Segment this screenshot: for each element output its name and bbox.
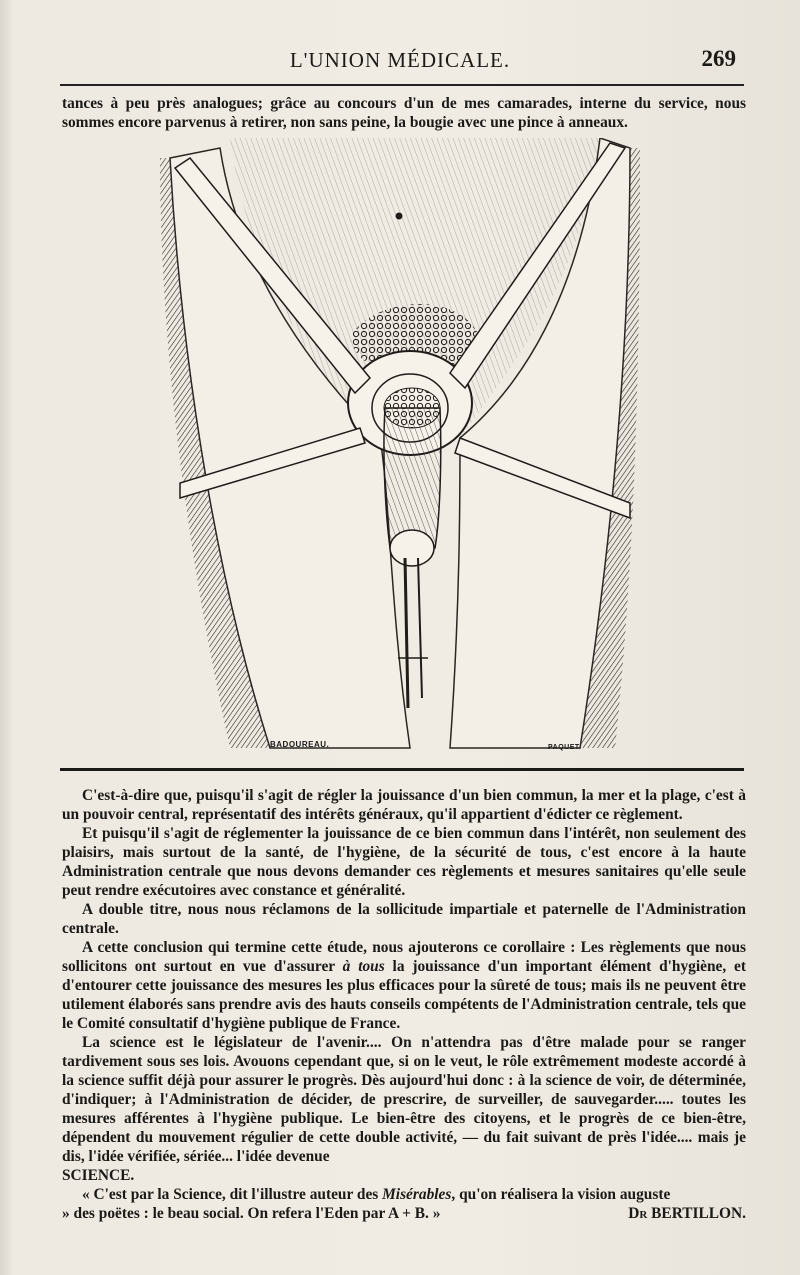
intro-text: tances à peu près analogues; grâce au concours d'un de mes camarades, interne du service, nous sommes encore parvenus à retirer, non sans peine, la bougie avec une pince à anneaux. (62, 95, 746, 131)
intro-paragraph (62, 94, 746, 132)
engraver-credit-left: BADOUREAU. (270, 740, 330, 749)
quote-title: Misérables (382, 1186, 452, 1203)
quote-part2: , qu'on réalisera la vision auguste (451, 1186, 671, 1203)
page-number: 269 (701, 46, 736, 71)
sheath (384, 408, 441, 548)
paragraph-2: Et puisqu'il s'agit de réglementer la jouissance de ce bien commun dans l'intérêt, non seulement des plaisirs, mais surtout de la santé, de l'hygiène, de la sécurité de tous, c'est encore à la haute Administration centrale que nous devons demander ces règlements et mesures sanitaires qu'elle seule peut rendre exécutoires avec constance et généralité. (62, 825, 746, 899)
main-body (62, 786, 746, 1223)
quote-line2: » des poëtes : le beau social. On refera l'Eden par A + B. » (62, 1205, 441, 1222)
paragraph-3: A double titre, nous nous réclamons de la sollicitude impartiale et paternelle de l'Administration centrale. (62, 901, 746, 937)
sheath-bulb (390, 530, 434, 566)
engraver-credit-right: PAQUET. (548, 744, 582, 751)
sheath-top (384, 388, 440, 428)
rod-right (418, 558, 422, 698)
quote-signature-line (62, 1204, 746, 1223)
figure-rule (60, 768, 744, 771)
journal-title: L'UNION MÉDICALE. (289, 48, 511, 72)
conclusion-emphasis: à tous (342, 958, 385, 975)
science-word: SCIENCE. (62, 1167, 135, 1184)
paragraph-quote (62, 1185, 746, 1204)
paragraph-1: C'est-à-dire que, puisqu'il s'agit de régler la jouissance d'un bien commun, la mer et la plage, c'est à un pouvoir central, représentatif des intérêts généraux, qu'il appartient d'édicter ce règlement. (62, 787, 746, 823)
paragraph-conclusion (62, 938, 746, 1033)
signature: Dr BERTILLON. (628, 1205, 746, 1222)
header-rule (60, 84, 744, 86)
quote-part1: « C'est par la Science, dit l'illustre auteur des (82, 1186, 383, 1203)
rod-left (405, 558, 408, 708)
engraving-illustration (160, 138, 640, 758)
running-header (60, 44, 740, 78)
conclusion-part2: la jouissance d'un important élément d'hygiène, et d'entourer cette jouissance des mesures les plus efficaces pour la sûreté de tous; mais ils ne peuvent être utilement élaborés sans prendre avis des hauts conseils compétents de l'Administration centrale, tels que le Comité consultatif d'hygiène publique de France. (62, 958, 746, 1032)
conclusion-part1: A cette conclusion qui termine cette étude, nous ajouterons ce corollaire : Les règlements que nous sollicitons ont surtout en vue d'assurer (62, 939, 746, 975)
navel (396, 213, 403, 220)
paragraph-science: La science est le législateur de l'avenir.... On n'attendra pas d'être malade pour se ranger tardivement sous ses lois. Avouons cependant que, si on le veut, le rôle extrêmement modeste accordé à la science suffit déjà pour assurer le progrès. Dès aujourd'hui donc : à la science de voir, de déterminée, d'indiquer; à l'Administration de décider, de prescrire, de surveiller, de sauvegarder..... toutes les mesures afférentes à l'hygiène publique. Le bien-être des citoyens, et le progrès de ce bien-être, dépendent du mouvement régulier de cette double activité, — du fait suivant de près l'idée.... mais je dis, l'idée vérifiée, sériée... l'idée devenue (62, 1034, 746, 1165)
